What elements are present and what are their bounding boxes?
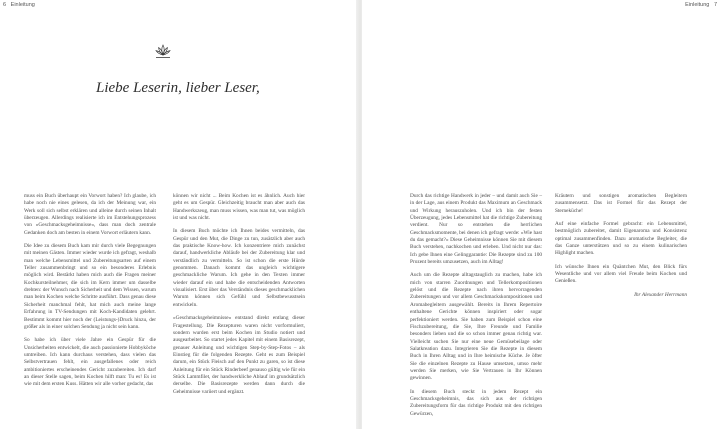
paragraph: So habe ich über viele Jahre ein Gespür für die Unsicherheiten entwickelt, die auch passionierte Hobbyköche umtreiben. Ich kann durchaus verstehen, dass vielen das Selbstvertrauen fehlt, ein ausgefallenes oder reich ambitioniertes erscheinendes Gericht zuzubereiten. Ich darf an dieser Stelle sagen, beim Kochen hilft man: Tu es! Es ist wie mit dem ersten Kuss. Hätten wir alle vorher gedacht, das [24,337,156,388]
text-column-4 [555,193,687,299]
paragraph: Die Idee zu diesem Buch kam mir durch viele Begegnungen mit meinen Gästen. Immer wieder wurde ich gefragt, weshalb man welche Lebensmittel und Zubereitungsarten auf einem Teller zusammenbringt und so ein besonderes Erlebnis möglich wird. Bestärkt haben mich auch die Fragen meiner Kochkursteilnehmer, die sich im Kern immer um dasselbe drehten: der Wunsch nach Sicherheit und dem Wissen, warum man beim Kochen welche Schritte ausführt. Dass genau diese Sicherheit manchmal fehlt, hat mich auch meine lange Erfahrung in TV-Sendungen mit Koch-Kandidaten gelehrt. Bestimmt kommt hier noch der (Leistungs-)Druck hinzu, der größer als in einer solchen Sendung ja nicht sein kann. [24,243,156,330]
right-folio [685,2,717,8]
paragraph: »Geschmacksgeheimnisse« entstand direkt entlang dieser Fragestellung. Die Rezepturen waren nicht vorformuliert, sondern wurden erst beim Kochen im Studio notiert und ausgearbeitet. So startet jedes Kapitel mit einem Basisrezept, genauer Anleitung und wichtigen Step-by-Step-Fotos – als Einstieg für die folgenden Rezepte. Geht es zum Beispiel darum, ein Stück Fleisch auf den Punkt zu garen, so ist diese Anleitung für ein Stück Rinderbeef genauso gültig wie für ein Stück Lammfilet, der handwerkliche Ablauf im grundsätzlich derselbe. Die Basisrezepte werden dann durch die Geheimnisse variiert und ergänzt. [173,315,305,395]
lotus-ornament-icon [154,44,172,60]
text-column-1 [24,193,156,395]
right-section-title: Einleitung [685,2,710,8]
left-page [0,0,358,429]
paragraph: muss ein Buch überhaupt ein Vorwort haben? Ich glaube, ich habe noch nie eines gelesen, da ich der Meinung war, ein Werk soll sich selbst erklären und alleine durch seinen Inhalt überzeugen. Allerdings realisierte ich im Entstehungsprozess von »Geschmacksgeheimnisse«, dass man doch zentrale Gedanken doch am besten in einem Vorwort erläutern kann. [24,193,156,236]
left-page-number: 6 [3,2,7,8]
paragraph: können wir nicht ... Beim Kochen ist es ähnlich. Auch hier geht es um Gespür. Gleichzeitig braucht man aber auch das Handwerkszeug, man muss wissen, was man tut, was möglich ist und was nicht. [173,193,305,222]
text-column-2 [173,193,305,402]
left-folio [3,2,35,8]
page-title: Liebe Leserin, lieber Leser, [96,80,260,96]
left-section-title: Einleitung [10,2,35,8]
right-page [362,0,720,429]
paragraph: In diesem Buch steckt in jedem Rezept ein Geschmacksgeheimnis, das sich aus der richtigen Zubereitungsform für das richtige Produkt mit den richtigen Gewürzen, [410,388,542,417]
text-column-3 [410,193,542,424]
paragraph: Ich wünsche Ihnen ein Quäntchen Mut, den Blick fürs Wesentliche und vor allem viel Freude beim Kochen und Genießen. [555,263,687,285]
paragraph: Kräutern und sonstigen aromatischen Begleitern zusammensetzt. Das ist Formel für das Rezept der Sterneküche! [555,193,687,214]
right-page-number: 7 [713,2,717,8]
paragraph: Durch das richtige Handwerk in jeder – und damit auch Sie – in der Lage, aus einem Produkt das Maximum an Geschmack und Wirkung herauszuholen. Und ich bin der festen Überzeugung, jedes Lebensmittel hat die richtige Zubereitung verdient. Nur so entstehen die herrlichen Geschmacksmomente, bei denen ich gefragt werde: »Wie hast du das gemacht?« Diese Geheimnisse können Sie mit diesem Buch verstehen, nachkochen und erleben. Und nicht nur das: Ich gebe Ihnen eine Gelinggarantie: Die Rezepte sind zu 100 Prozent bereits umzusetzen, auch im Alltag! [410,193,542,266]
signature: Ihr Alexander Herrmann [634,291,687,298]
paragraph: In diesem Buch möchte ich Ihnen beides vermitteln, das Gespür und den Mut, die Dinge zu tun, zusätzlich aber auch das praktische Know-how. Ich konzentriere mich zunächst darauf, handwerkliche Abläufe bei der Zubereitung klar und verständlich zu vermitteln. So ist schon die erste Hürde genommen. Danach kommt das ungleich wichtigere geschmackliche Warum. Ich gehe in den Texten immer wieder darauf ein und habe die entscheidenden Antworten visualisiert. Erst über das Verständnis dieses geschmacklichen Warum können sich Gefühl und Selbstbewusstsein entwickeln. [173,228,305,308]
paragraph: Auch um die Rezepte alltagstauglich zu machen, habe ich mich von starren Zuordnungen und Tellerkompositionen gelöst und die Rezepte nach ihren hervorragenden Zubereitungen und vor allem Geschmackskompositionen und Aromabegleitern ausgewählt. Bereits in Ihrem Repertoire enthaltene Gerichte können inspiriert oder sogar perfektioniert werden. Sie haben zum Beispiel schon eine Fischzubereitung, die Sie, Ihre Freunde und Familie besonders lieben und die so schon immer genau richtig war. Vielleicht suchen Sie nur eine neue Gemüsebeilage oder Salatkreation dazu. Integrieren Sie die Rezepte in diesem Buch in Ihren Alltag und in Ihre heimische Küche. Je öfter Sie die einzelnen Rezepte zu Hause umsetzen, umso mehr werden Sie merken, wie Sie Vertrauen in Ihr Können gewinnen. [410,272,542,382]
paragraph: Auf eine einfache Formel gebracht: ein Lebensmittel, bestmöglich zubereitet, damit Eigenaroma und Konsistenz optimal zusammenfinden. Dazu aromatische Begleiter, die das Ganze unterstützen und so zu einem kulinarischen Highlight machen. [555,221,687,257]
